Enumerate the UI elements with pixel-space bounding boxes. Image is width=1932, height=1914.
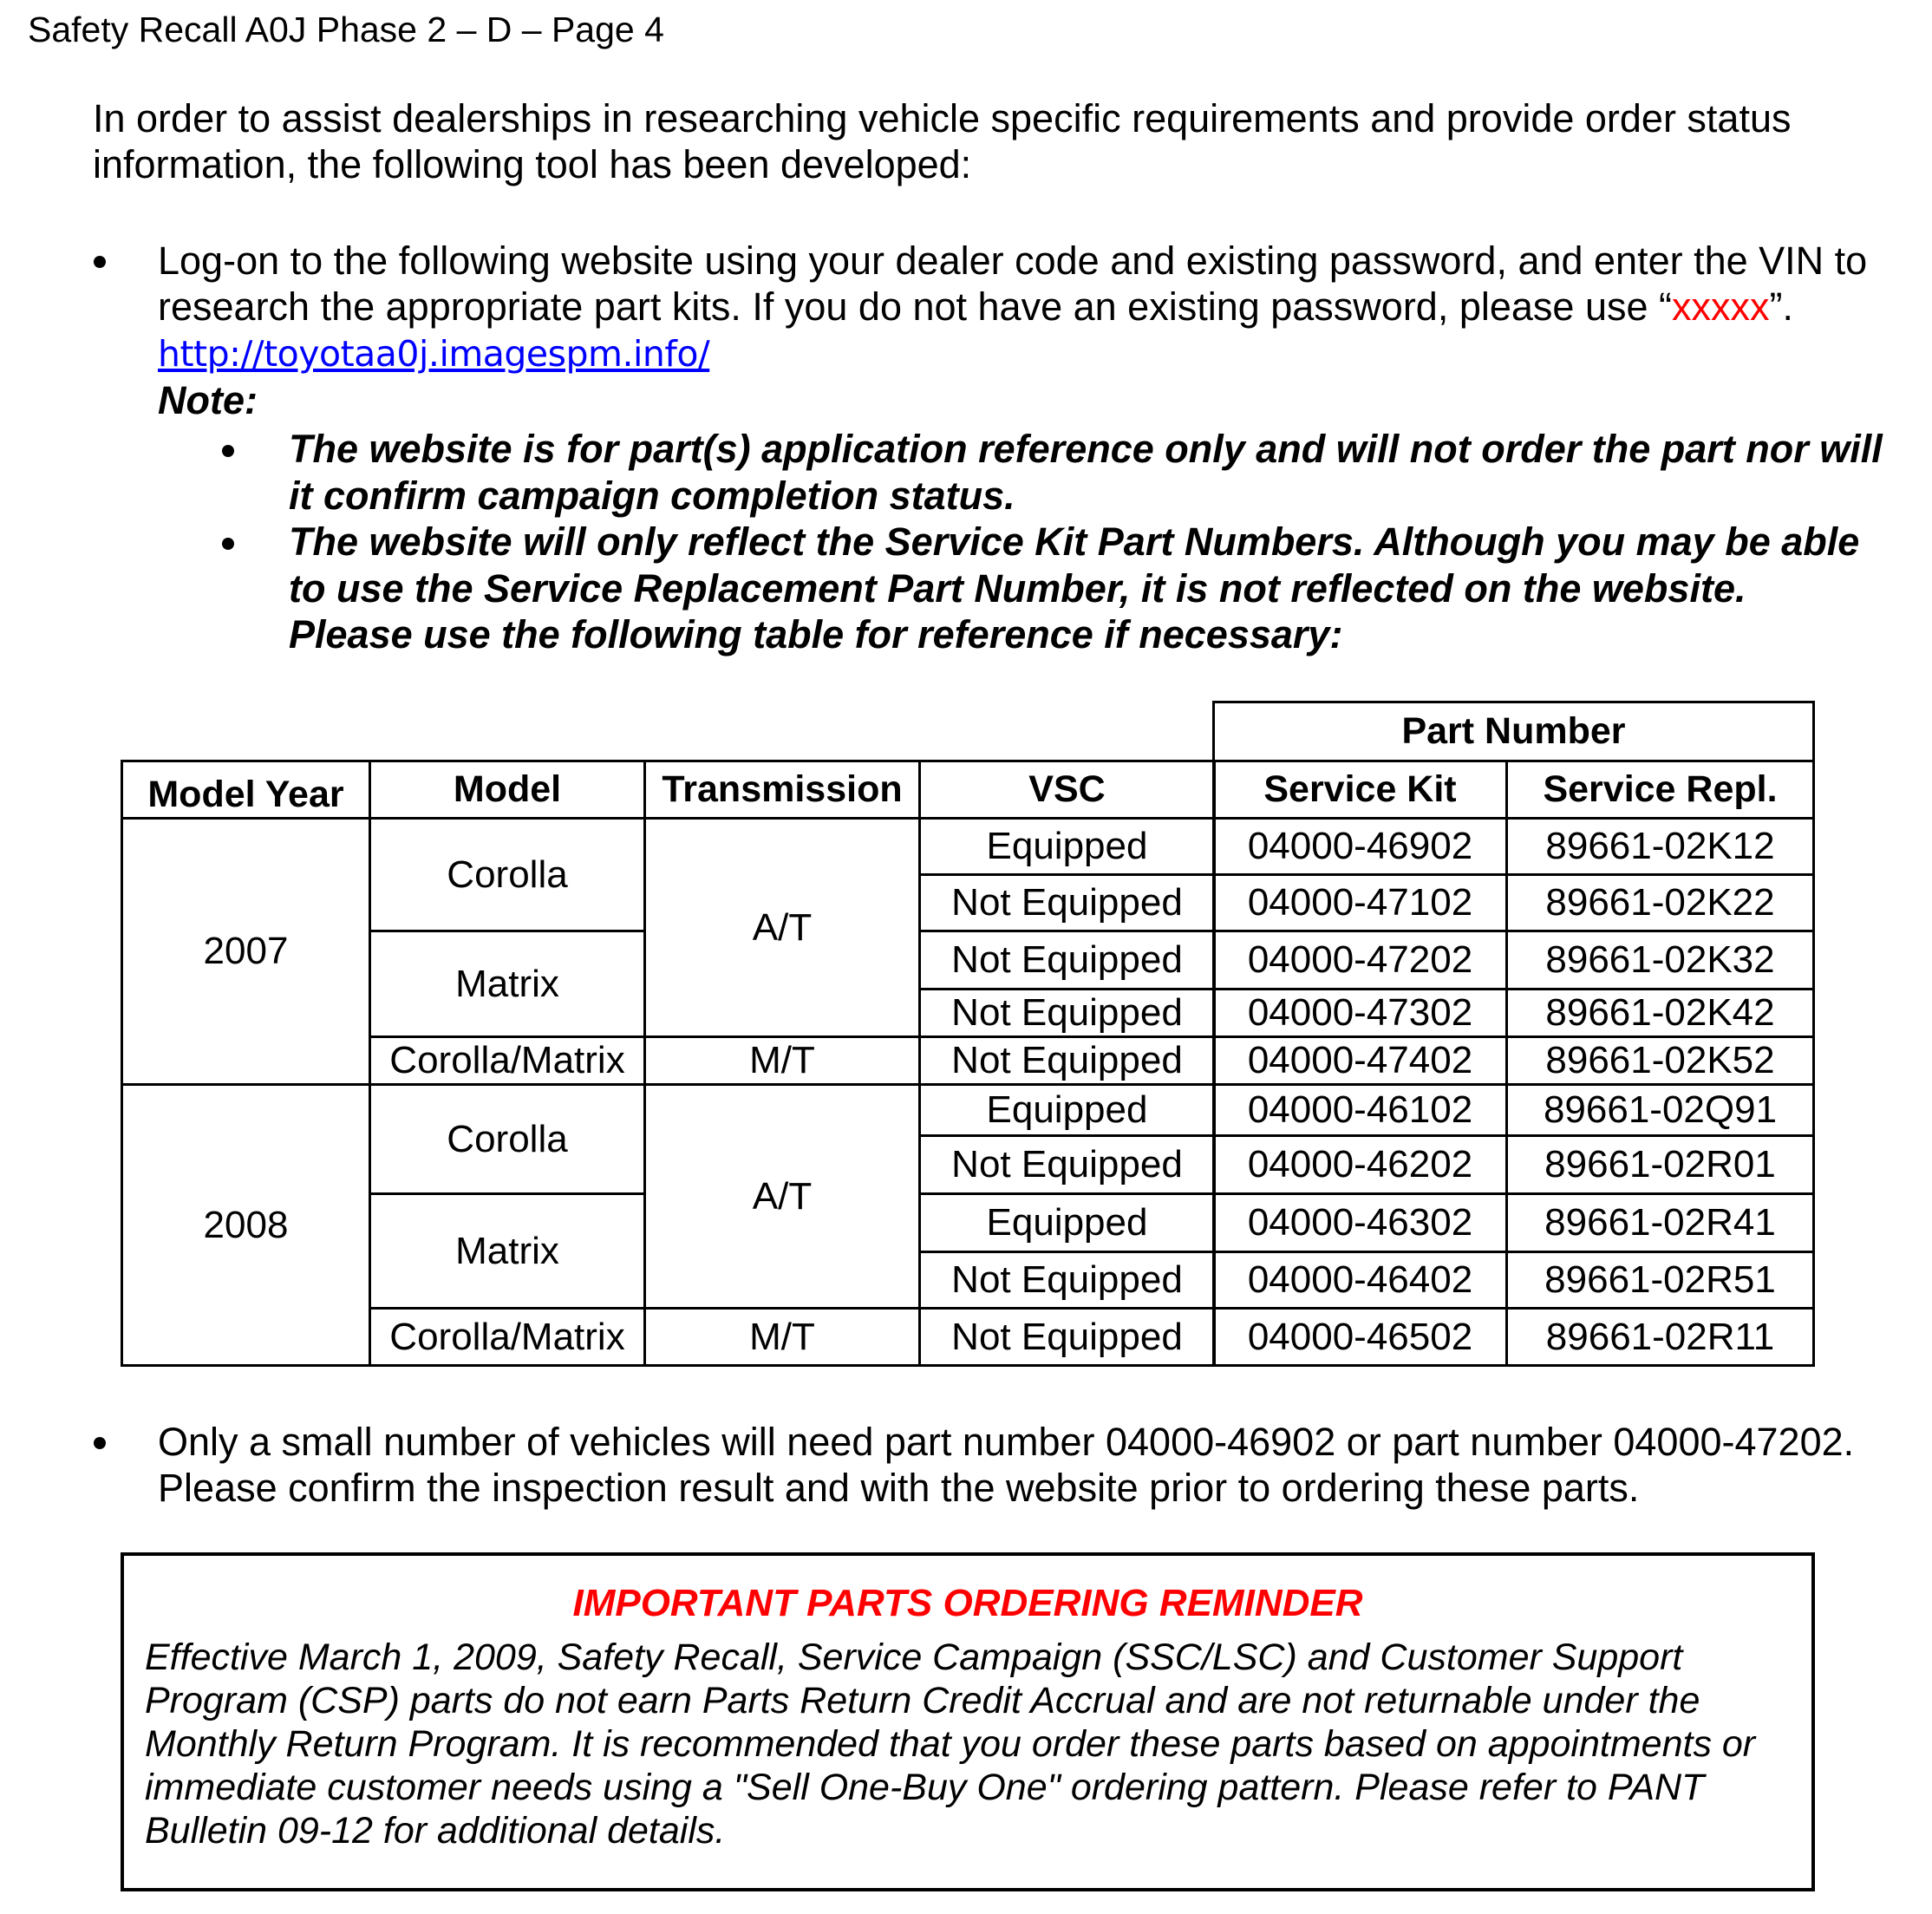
header-vsc: VSC bbox=[918, 760, 1216, 820]
header-service-repl: Service Repl. bbox=[1505, 760, 1815, 820]
header-transmission: Transmission bbox=[643, 760, 921, 820]
cell-service-kit: 04000-47202 bbox=[1212, 930, 1508, 990]
cell-service-kit: 04000-47402 bbox=[1212, 1035, 1508, 1086]
cell-service-repl: 89661-02K52 bbox=[1505, 1035, 1815, 1086]
header-model: Model bbox=[369, 760, 646, 820]
cell-service-repl: 89661-02K42 bbox=[1505, 988, 1815, 1038]
cell-vsc: Equipped bbox=[918, 1083, 1216, 1137]
note-line: Please use the following table for reference if necessary: bbox=[289, 612, 1343, 657]
default-password: xxxxx bbox=[1672, 284, 1770, 329]
cell-model: Matrix bbox=[369, 930, 646, 1038]
cell-service-kit: 04000-47302 bbox=[1212, 988, 1508, 1038]
cell-vsc: Equipped bbox=[918, 817, 1216, 876]
recall-website-link[interactable]: http://toyotaa0j.imagespm.info/ bbox=[158, 333, 710, 375]
bullet-line: Please confirm the inspection result and with the website prior to ordering these parts. bbox=[158, 1466, 1640, 1510]
bullet-line: Only a small number of vehicles will need part number 04000-46902 or part number 04000-47202. bbox=[158, 1420, 1855, 1464]
header-part-number: Part Number bbox=[1212, 701, 1815, 762]
bullet-icon bbox=[94, 256, 106, 268]
header-model-year: Model Year bbox=[121, 760, 371, 820]
cell-vsc: Not Equipped bbox=[918, 930, 1216, 990]
cell-service-repl: 89661-02R41 bbox=[1505, 1192, 1815, 1253]
cell-transmission: A/T bbox=[643, 1083, 921, 1310]
note-line: The website is for part(s) application reference only and will not order the part nor will bbox=[289, 427, 1883, 471]
bullet-line: Log-on to the following website using your dealer code and existing password, and enter the VIN to bbox=[158, 238, 1868, 283]
cell-service-kit: 04000-47102 bbox=[1212, 873, 1508, 932]
cell-model: Corolla bbox=[369, 817, 646, 932]
reminder-line: Bulletin 09-12 for additional details. bbox=[145, 1810, 726, 1852]
cell-vsc: Not Equipped bbox=[918, 1307, 1216, 1367]
reminder-line: Program (CSP) parts do not earn Parts Return Credit Accrual and are not returnable under the bbox=[145, 1680, 1700, 1721]
reminder-body bbox=[145, 1636, 1755, 1852]
bullet-line-text: research the appropriate part kits. If you do not have an existing password, please use “ bbox=[158, 284, 1672, 329]
cell-model: Corolla bbox=[369, 1083, 646, 1195]
header-service-kit: Service Kit bbox=[1212, 760, 1508, 820]
page-header-title: Safety Recall A0J Phase 2 – D – Page 4 bbox=[28, 10, 664, 49]
intro-line: information, the following tool has been developed: bbox=[93, 142, 972, 186]
cell-service-kit: 04000-46902 bbox=[1212, 817, 1508, 876]
cell-vsc: Not Equipped bbox=[918, 873, 1216, 932]
cell-model-year: 2007 bbox=[121, 817, 371, 1086]
cell-model-year: 2008 bbox=[121, 1083, 371, 1367]
bullet-line-text: ”. bbox=[1769, 284, 1793, 329]
bullet-icon bbox=[94, 1437, 106, 1449]
note-label: Note: bbox=[158, 378, 258, 422]
cell-vsc: Not Equipped bbox=[918, 1134, 1216, 1195]
cell-service-kit: 04000-46102 bbox=[1212, 1083, 1508, 1137]
cell-service-kit: 04000-46502 bbox=[1212, 1307, 1508, 1367]
cell-service-kit: 04000-46402 bbox=[1212, 1251, 1508, 1310]
bullet-line bbox=[158, 284, 1867, 330]
reminder-title: IMPORTANT PARTS ORDERING REMINDER bbox=[572, 1582, 1363, 1624]
note-line: The website will only reflect the Service Kit Part Numbers. Although you may be able bbox=[289, 519, 1860, 564]
intro-paragraph bbox=[93, 95, 1792, 187]
cell-transmission: M/T bbox=[643, 1035, 921, 1086]
cell-vsc: Not Equipped bbox=[918, 1251, 1216, 1310]
cell-service-repl: 89661-02K12 bbox=[1505, 817, 1815, 876]
cell-service-repl: 89661-02K32 bbox=[1505, 930, 1815, 990]
cell-service-kit: 04000-46302 bbox=[1212, 1192, 1508, 1253]
cell-service-repl: 89661-02R11 bbox=[1505, 1307, 1815, 1367]
bullet-icon bbox=[222, 538, 234, 550]
part-number-advisory-bullet bbox=[158, 1419, 1854, 1511]
cell-model: Corolla/Matrix bbox=[369, 1035, 646, 1086]
cell-service-repl: 89661-02R01 bbox=[1505, 1134, 1815, 1195]
cell-vsc: Not Equipped bbox=[918, 988, 1216, 1038]
cell-vsc: Not Equipped bbox=[918, 1035, 1216, 1086]
note-bullets bbox=[289, 426, 1883, 658]
cell-service-repl: 89661-02Q91 bbox=[1505, 1083, 1815, 1137]
bullet-icon bbox=[222, 445, 234, 457]
cell-transmission: A/T bbox=[643, 817, 921, 1038]
cell-service-repl: 89661-02R51 bbox=[1505, 1251, 1815, 1310]
cell-service-repl: 89661-02K22 bbox=[1505, 873, 1815, 932]
cell-model: Matrix bbox=[369, 1192, 646, 1310]
intro-line: In order to assist dealerships in researching vehicle specific requirements and provide order status bbox=[93, 96, 1792, 140]
note-line: it confirm campaign completion status. bbox=[289, 473, 1015, 518]
cell-service-kit: 04000-46202 bbox=[1212, 1134, 1508, 1195]
cell-vsc: Equipped bbox=[918, 1192, 1216, 1253]
parts-ordering-reminder-box bbox=[121, 1552, 1815, 1891]
cell-transmission: M/T bbox=[643, 1307, 921, 1367]
reminder-line: Effective March 1, 2009, Safety Recall, Service Campaign (SSC/LSC) and Customer Support bbox=[145, 1636, 1683, 1678]
login-instructions-bullet bbox=[158, 238, 1867, 423]
cell-model: Corolla/Matrix bbox=[369, 1307, 646, 1367]
note-line: to use the Service Replacement Part Number, it is not reflected on the website. bbox=[289, 565, 1746, 611]
reminder-line: Monthly Return Program. It is recommended that you order these parts based on appointments or bbox=[145, 1723, 1756, 1765]
reminder-line: immediate customer needs using a "Sell One-Buy One" ordering pattern. Please refer to PANT bbox=[145, 1767, 1705, 1808]
